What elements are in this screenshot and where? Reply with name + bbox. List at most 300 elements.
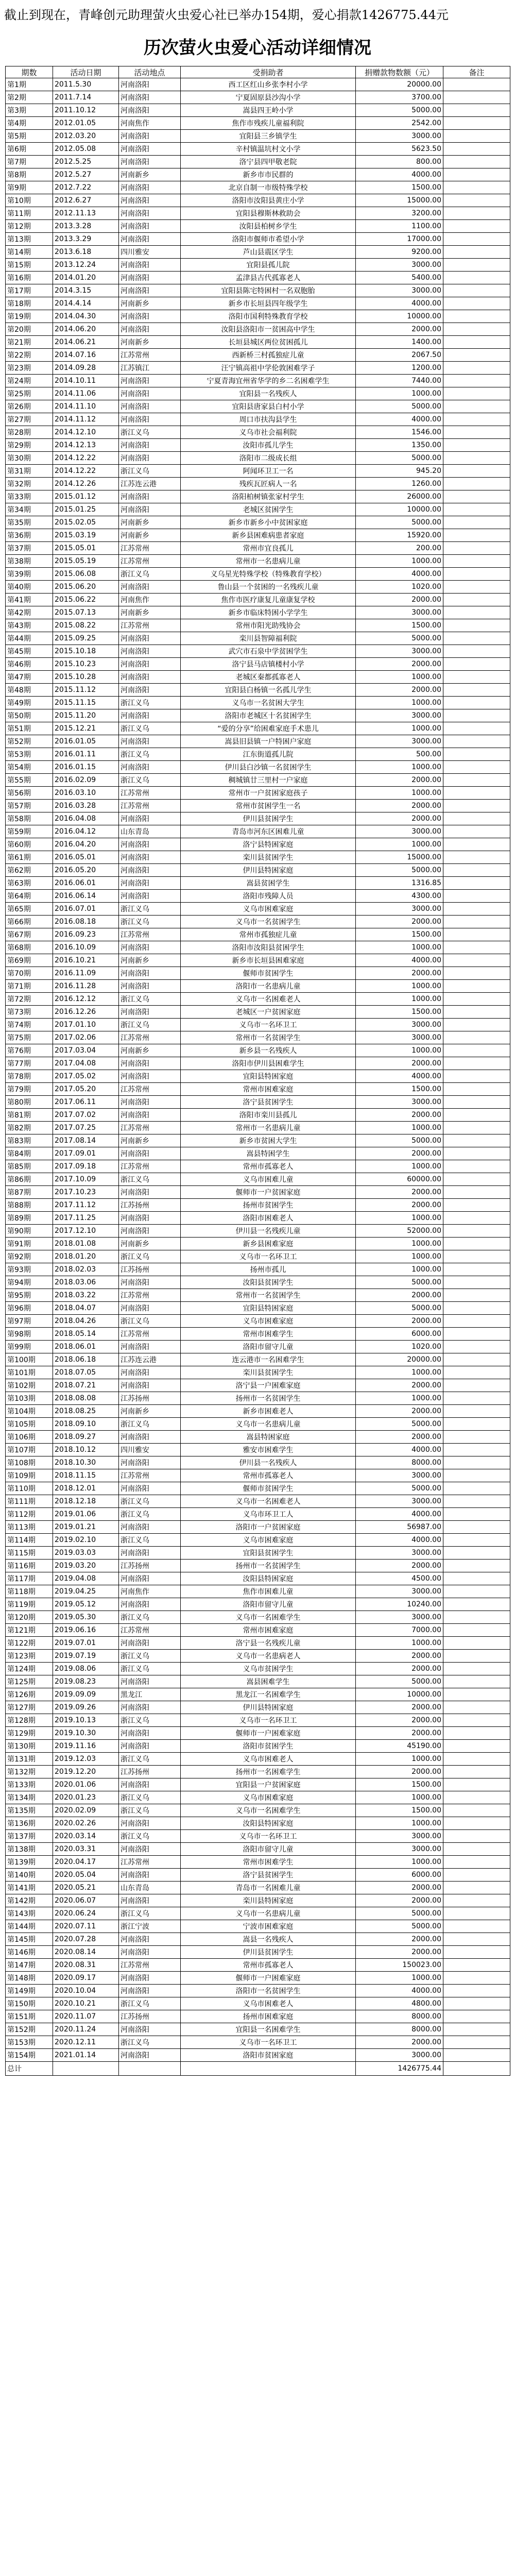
row-amount: 2000.00 — [356, 1405, 443, 1418]
row-recipient: 常州市孤寡老人 — [181, 1469, 356, 1482]
row-location: 河南洛阳 — [119, 194, 181, 207]
column-header-amount: 捐赠款物数额（元） — [356, 66, 443, 78]
row-recipient: 焦作市残疾儿童福利院 — [181, 117, 356, 130]
row-note — [443, 1637, 510, 1650]
row-location: 河南洛阳 — [119, 91, 181, 104]
row-amount: 1000.00 — [356, 555, 443, 568]
row-note — [443, 1714, 510, 1727]
table-row — [6, 426, 510, 439]
row-index: 第122期 — [6, 1637, 53, 1650]
row-date: 2019.07.01 — [53, 1637, 119, 1650]
row-location: 浙江义乌 — [119, 1907, 181, 1920]
table-row — [6, 1611, 510, 1624]
row-amount: 4000.00 — [356, 954, 443, 967]
row-note — [443, 272, 510, 284]
row-note — [443, 1907, 510, 1920]
row-amount: 5000.00 — [356, 1134, 443, 1147]
row-date: 2019.09.09 — [53, 1688, 119, 1701]
table-row — [6, 1469, 510, 1482]
row-note — [443, 1791, 510, 1804]
row-location: 浙江义乌 — [119, 1495, 181, 1508]
row-date: 2020.06.07 — [53, 1894, 119, 1907]
row-recipient: 新乡市市民群的 — [181, 168, 356, 181]
row-amount: 3000.00 — [356, 825, 443, 838]
row-index: 第32期 — [6, 478, 53, 490]
row-index: 第38期 — [6, 555, 53, 568]
row-amount: 3000.00 — [356, 1830, 443, 1843]
table-row — [6, 156, 510, 168]
row-recipient: 洛阳市一户贫困家庭 — [181, 1521, 356, 1534]
row-recipient: 偃师市一户困难家庭 — [181, 1972, 356, 1985]
row-location: 江苏常州 — [119, 1122, 181, 1134]
row-location: 浙江义乌 — [119, 2036, 181, 2049]
row-index: 第120期 — [6, 1611, 53, 1624]
row-amount: 2000.00 — [356, 1315, 443, 1328]
row-location: 河南洛阳 — [119, 1701, 181, 1714]
table-row — [6, 349, 510, 362]
row-index: 第154期 — [6, 2049, 53, 2062]
row-date: 2016.04.20 — [53, 838, 119, 851]
row-date: 2016.05.20 — [53, 864, 119, 877]
table-row — [6, 2049, 510, 2062]
row-note — [443, 1985, 510, 1997]
table-row — [6, 1134, 510, 1147]
row-note — [443, 1882, 510, 1894]
row-location: 河南洛阳 — [119, 1366, 181, 1379]
row-amount: 2000.00 — [356, 1431, 443, 1444]
table-row — [6, 1585, 510, 1598]
row-recipient: 嵩县特困学生 — [181, 1147, 356, 1160]
row-note — [443, 1585, 510, 1598]
row-location: 山东青岛 — [119, 825, 181, 838]
row-amount: 3000.00 — [356, 259, 443, 272]
row-amount: 26000.00 — [356, 490, 443, 503]
row-note — [443, 2049, 510, 2062]
row-location: 四川雅安 — [119, 1444, 181, 1456]
total-empty — [53, 2062, 119, 2076]
row-location: 河南洛阳 — [119, 503, 181, 516]
row-location: 江苏常州 — [119, 1959, 181, 1972]
row-date: 2016.12.12 — [53, 993, 119, 1006]
row-location: 河南洛阳 — [119, 259, 181, 272]
row-index: 第21期 — [6, 336, 53, 349]
table-row — [6, 207, 510, 220]
row-date: 2016.11.09 — [53, 967, 119, 980]
row-amount: 5000.00 — [356, 1920, 443, 1933]
row-recipient: 新乡市困难老人 — [181, 1405, 356, 1418]
row-recipient: 嵩县旧县镇一户特困户家庭 — [181, 735, 356, 748]
row-note — [443, 2023, 510, 2036]
row-index: 第109期 — [6, 1469, 53, 1482]
row-amount: 1000.00 — [356, 1044, 443, 1057]
row-amount: 20000.00 — [356, 78, 443, 91]
row-amount: 1020.00 — [356, 1341, 443, 1353]
row-location: 河南洛阳 — [119, 1598, 181, 1611]
table-row — [6, 1289, 510, 1302]
row-location: 江苏常州 — [119, 800, 181, 812]
table-row — [6, 1972, 510, 1985]
row-note — [443, 1766, 510, 1778]
table-row — [6, 1186, 510, 1199]
row-index: 第116期 — [6, 1560, 53, 1572]
row-index: 第9期 — [6, 181, 53, 194]
row-date: 2015.03.19 — [53, 529, 119, 542]
table-row — [6, 1740, 510, 1753]
row-recipient: 洛阳市留守儿童 — [181, 1598, 356, 1611]
row-location: 河南洛阳 — [119, 1109, 181, 1122]
row-date: 2017.06.11 — [53, 1096, 119, 1109]
row-date: 2012.7.22 — [53, 181, 119, 194]
row-date: 2019.09.26 — [53, 1701, 119, 1714]
row-note — [443, 1341, 510, 1353]
row-index: 第132期 — [6, 1766, 53, 1778]
row-amount: 2000.00 — [356, 1199, 443, 1212]
row-date: 2016.10.09 — [53, 941, 119, 954]
row-amount: 5000.00 — [356, 1482, 443, 1495]
row-amount: 2000.00 — [356, 1894, 443, 1907]
row-amount: 56987.00 — [356, 1521, 443, 1534]
row-location: 浙江义乌 — [119, 1830, 181, 1843]
row-note — [443, 1302, 510, 1315]
row-date: 2018.07.05 — [53, 1366, 119, 1379]
row-date: 2014.07.16 — [53, 349, 119, 362]
row-note — [443, 890, 510, 903]
row-index: 第138期 — [6, 1843, 53, 1856]
row-recipient: “爱的分享”给困难家庭手术患儿 — [181, 722, 356, 735]
row-index: 第28期 — [6, 426, 53, 439]
row-index: 第51期 — [6, 722, 53, 735]
row-index: 第18期 — [6, 297, 53, 310]
row-recipient: 洛阳市伊川县困难学生 — [181, 1057, 356, 1070]
row-note — [443, 1006, 510, 1019]
row-recipient: 义乌市一名患病儿童 — [181, 1907, 356, 1920]
row-note — [443, 838, 510, 851]
table-row — [6, 928, 510, 941]
row-date: 2020.01.23 — [53, 1791, 119, 1804]
row-location: 浙江义乌 — [119, 1753, 181, 1766]
row-date: 2018.04.26 — [53, 1315, 119, 1328]
table-row — [6, 104, 510, 117]
row-location: 河南洛阳 — [119, 1972, 181, 1985]
row-index: 第52期 — [6, 735, 53, 748]
row-location: 河南新乡 — [119, 297, 181, 310]
row-recipient: 栾川县贫困学生 — [181, 1366, 356, 1379]
row-index: 第16期 — [6, 272, 53, 284]
row-recipient: 黑龙江一名困难学生 — [181, 1688, 356, 1701]
row-date: 2011.10.12 — [53, 104, 119, 117]
row-index: 第141期 — [6, 1882, 53, 1894]
row-note — [443, 787, 510, 800]
row-date: 2017.10.09 — [53, 1173, 119, 1186]
row-location: 河南洛阳 — [119, 864, 181, 877]
row-date: 2012.01.05 — [53, 117, 119, 130]
table-row — [6, 1508, 510, 1521]
row-note — [443, 91, 510, 104]
row-recipient: 嵩县贫困学生 — [181, 877, 356, 890]
row-note — [443, 1031, 510, 1044]
row-note — [443, 941, 510, 954]
row-location: 江苏扬州 — [119, 1560, 181, 1572]
table-row — [6, 1031, 510, 1044]
row-location: 浙江义乌 — [119, 1418, 181, 1431]
row-note — [443, 246, 510, 259]
table-row — [6, 1366, 510, 1379]
row-index: 第29期 — [6, 439, 53, 452]
row-note — [443, 104, 510, 117]
row-note — [443, 1276, 510, 1289]
table-row — [6, 465, 510, 478]
row-recipient: 常州市困难学生 — [181, 1328, 356, 1341]
row-date: 2014.04.30 — [53, 310, 119, 323]
row-index: 第98期 — [6, 1328, 53, 1341]
table-row — [6, 993, 510, 1006]
row-recipient: 栾川县贫困学生 — [181, 851, 356, 864]
row-location: 江苏扬州 — [119, 1263, 181, 1276]
row-date: 2020.09.17 — [53, 1972, 119, 1985]
table-row — [6, 1379, 510, 1392]
row-location: 河南焦作 — [119, 117, 181, 130]
row-location: 河南洛阳 — [119, 452, 181, 465]
row-location: 河南焦作 — [119, 1585, 181, 1598]
row-amount: 1000.00 — [356, 1250, 443, 1263]
table-row — [6, 697, 510, 709]
table-row — [6, 980, 510, 993]
table-row — [6, 2036, 510, 2049]
row-date: 2020.06.24 — [53, 1907, 119, 1920]
row-note — [443, 594, 510, 606]
row-note — [443, 658, 510, 671]
row-amount: 3700.00 — [356, 91, 443, 104]
row-index: 第97期 — [6, 1315, 53, 1328]
row-date: 2016.04.12 — [53, 825, 119, 838]
table-row — [6, 1817, 510, 1830]
row-date: 2014.4.14 — [53, 297, 119, 310]
row-location: 江苏常州 — [119, 787, 181, 800]
row-amount: 5000.00 — [356, 516, 443, 529]
row-amount: 5000.00 — [356, 1907, 443, 1920]
row-location: 河南新乡 — [119, 336, 181, 349]
row-amount: 7000.00 — [356, 1624, 443, 1637]
row-index: 第41期 — [6, 594, 53, 606]
row-location: 浙江义乌 — [119, 1534, 181, 1547]
row-note — [443, 426, 510, 439]
row-recipient: 洛宁县特困家庭 — [181, 838, 356, 851]
row-location: 浙江义乌 — [119, 916, 181, 928]
row-location: 河南洛阳 — [119, 1985, 181, 1997]
row-index: 第63期 — [6, 877, 53, 890]
table-row — [6, 877, 510, 890]
row-note — [443, 1521, 510, 1534]
row-recipient: 伊川县一名残疾儿童 — [181, 1225, 356, 1238]
row-amount: 2000.00 — [356, 916, 443, 928]
row-note — [443, 400, 510, 413]
row-amount: 1000.00 — [356, 1392, 443, 1405]
row-amount: 1500.00 — [356, 1006, 443, 1019]
row-date: 2019.03.20 — [53, 1560, 119, 1572]
table-row — [6, 117, 510, 130]
row-index: 第84期 — [6, 1147, 53, 1160]
row-index: 第37期 — [6, 542, 53, 555]
row-recipient: 偃师市一户困难家庭 — [181, 1727, 356, 1740]
row-index: 第11期 — [6, 207, 53, 220]
row-date: 2013.12.24 — [53, 259, 119, 272]
row-date: 2015.05.19 — [53, 555, 119, 568]
row-amount: 3000.00 — [356, 1611, 443, 1624]
table-row — [6, 1688, 510, 1701]
row-recipient: 扬州市贫困学生 — [181, 1199, 356, 1212]
row-date: 2020.07.28 — [53, 1933, 119, 1946]
row-amount: 1400.00 — [356, 336, 443, 349]
row-recipient: 连云港市一名困难学生 — [181, 1353, 356, 1366]
row-location: 河南新乡 — [119, 168, 181, 181]
row-location: 河南洛阳 — [119, 1212, 181, 1225]
row-recipient: 伊川县白沙镇一名贫困学生 — [181, 761, 356, 774]
row-date: 2017.02.06 — [53, 1031, 119, 1044]
row-note — [443, 709, 510, 722]
row-recipient: 义乌市一名困难学生 — [181, 1611, 356, 1624]
row-note — [443, 1547, 510, 1560]
row-index: 第26期 — [6, 400, 53, 413]
row-index: 第34期 — [6, 503, 53, 516]
table-row — [6, 581, 510, 594]
row-location: 河南洛阳 — [119, 1147, 181, 1160]
row-amount: 1100.00 — [356, 220, 443, 233]
row-location: 江苏常州 — [119, 1289, 181, 1302]
row-amount: 2000.00 — [356, 774, 443, 787]
row-amount: 1316.85 — [356, 877, 443, 890]
row-index: 第30期 — [6, 452, 53, 465]
table-row — [6, 168, 510, 181]
row-index: 第44期 — [6, 632, 53, 645]
row-index: 第17期 — [6, 284, 53, 297]
row-date: 2012.5.27 — [53, 168, 119, 181]
row-date: 2019.03.03 — [53, 1547, 119, 1560]
table-row — [6, 478, 510, 490]
row-recipient: 江东街道孤儿院 — [181, 748, 356, 761]
row-location: 河南洛阳 — [119, 671, 181, 684]
table-row — [6, 555, 510, 568]
row-location: 山东青岛 — [119, 1882, 181, 1894]
row-date: 2019.01.06 — [53, 1508, 119, 1521]
row-date: 2020.02.09 — [53, 1804, 119, 1817]
row-recipient: 洛阳市老城区十名贫困学生 — [181, 709, 356, 722]
table-row — [6, 542, 510, 555]
table-row — [6, 1019, 510, 1031]
row-note — [443, 143, 510, 156]
row-note — [443, 954, 510, 967]
row-recipient: 洛阳市汝阳县贫困学生 — [181, 941, 356, 954]
row-recipient: 汝阳县洛阳市一贫困高中学生 — [181, 323, 356, 336]
row-note — [443, 1495, 510, 1508]
row-date: 2020.08.31 — [53, 1959, 119, 1972]
row-amount: 2000.00 — [356, 684, 443, 697]
row-amount: 1000.00 — [356, 671, 443, 684]
row-note — [443, 478, 510, 490]
row-date: 2012.5.25 — [53, 156, 119, 168]
table-row — [6, 1997, 510, 2010]
row-index: 第129期 — [6, 1727, 53, 1740]
row-index: 第77期 — [6, 1057, 53, 1070]
row-recipient: 常州市一名患病儿童 — [181, 1122, 356, 1134]
row-note — [443, 877, 510, 890]
table-row — [6, 684, 510, 697]
row-amount: 8000.00 — [356, 1456, 443, 1469]
row-amount: 2000.00 — [356, 2036, 443, 2049]
row-note — [443, 1122, 510, 1134]
row-date: 2016.03.28 — [53, 800, 119, 812]
table-row — [6, 1572, 510, 1585]
row-note — [443, 606, 510, 619]
row-note — [443, 1379, 510, 1392]
row-recipient: 洛阳市国利特殊教育学校 — [181, 310, 356, 323]
row-index: 第67期 — [6, 928, 53, 941]
row-location: 河南洛阳 — [119, 980, 181, 993]
row-index: 第102期 — [6, 1379, 53, 1392]
row-location: 河南洛阳 — [119, 1894, 181, 1907]
row-index: 第143期 — [6, 1907, 53, 1920]
row-index: 第88期 — [6, 1199, 53, 1212]
table-row — [6, 2010, 510, 2023]
table-row — [6, 413, 510, 426]
row-date: 2019.06.16 — [53, 1624, 119, 1637]
table-row — [6, 1109, 510, 1122]
row-recipient: 常州市困难家庭 — [181, 1624, 356, 1637]
row-location: 河南洛阳 — [119, 1302, 181, 1315]
row-amount: 1000.00 — [356, 697, 443, 709]
column-header-recipient: 受捐助者 — [181, 66, 356, 78]
row-date: 2018.03.06 — [53, 1276, 119, 1289]
row-index: 第137期 — [6, 1830, 53, 1843]
table-row — [6, 297, 510, 310]
row-note — [443, 362, 510, 375]
row-note — [443, 336, 510, 349]
row-recipient: 义乌市一名环卫工 — [181, 1830, 356, 1843]
row-location: 河南洛阳 — [119, 1740, 181, 1753]
row-recipient: 老城区贫困学生 — [181, 503, 356, 516]
row-index: 第2期 — [6, 91, 53, 104]
row-date: 2017.11.12 — [53, 1199, 119, 1212]
row-recipient: 洛阳市偃师市希望小学 — [181, 233, 356, 246]
table-row — [6, 1160, 510, 1173]
row-date: 2014.3.15 — [53, 284, 119, 297]
row-note — [443, 1560, 510, 1572]
row-recipient: 辛村镇温坑村文小学 — [181, 143, 356, 156]
row-amount: 3000.00 — [356, 606, 443, 619]
row-date: 2019.10.13 — [53, 1714, 119, 1727]
row-index: 第13期 — [6, 233, 53, 246]
row-date: 2020.04.17 — [53, 1856, 119, 1869]
row-recipient: 洛阳市汝阳县黄庄小学 — [181, 194, 356, 207]
row-date: 2016.12.26 — [53, 1006, 119, 1019]
row-location: 江苏连云港 — [119, 478, 181, 490]
row-location: 河南洛阳 — [119, 272, 181, 284]
row-amount: 3000.00 — [356, 645, 443, 658]
row-location: 河南洛阳 — [119, 1379, 181, 1392]
table-row — [6, 1083, 510, 1096]
row-date: 2012.03.20 — [53, 130, 119, 143]
row-location: 江苏常州 — [119, 349, 181, 362]
column-header-location: 活动地点 — [119, 66, 181, 78]
table-row — [6, 851, 510, 864]
row-location: 河南洛阳 — [119, 1276, 181, 1289]
row-location: 河南洛阳 — [119, 1572, 181, 1585]
row-note — [443, 1611, 510, 1624]
row-date: 2018.09.27 — [53, 1431, 119, 1444]
table-row — [6, 812, 510, 825]
table-row — [6, 1044, 510, 1057]
row-recipient: 洛阳市贫困家庭 — [181, 2049, 356, 2062]
row-date: 2014.09.28 — [53, 362, 119, 375]
